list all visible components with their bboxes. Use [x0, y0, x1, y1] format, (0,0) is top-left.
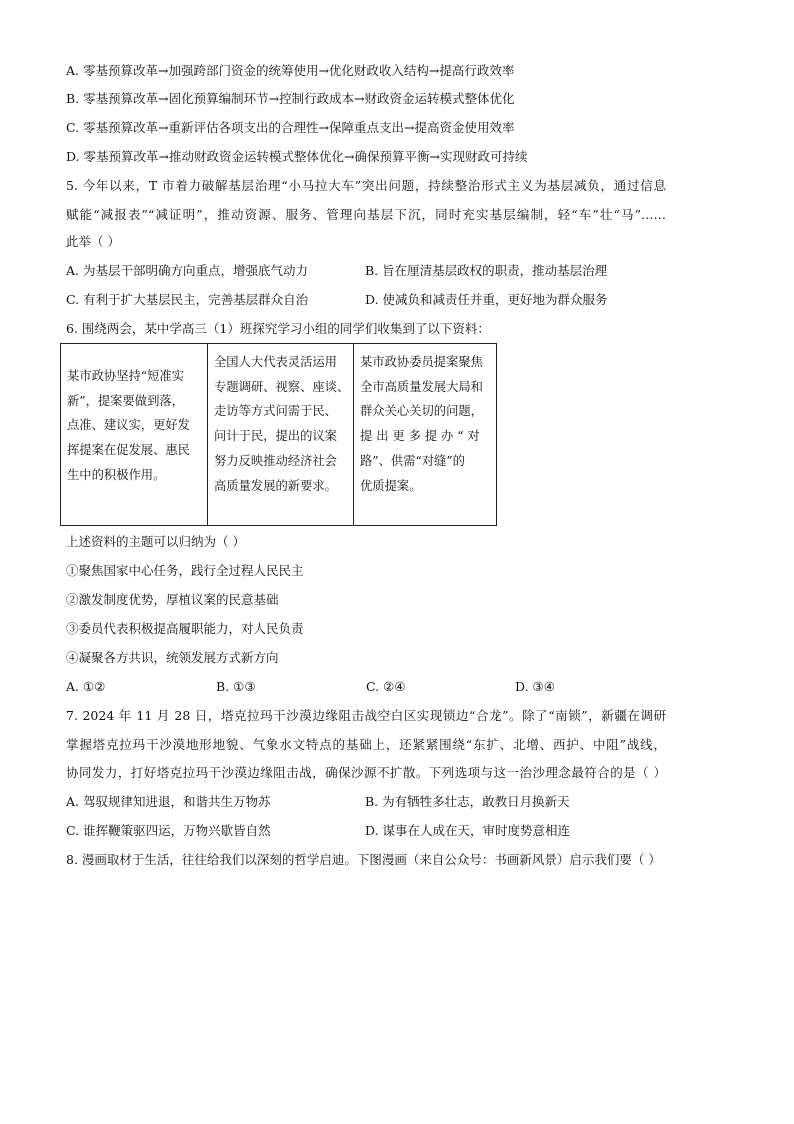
q5-option-a: A. 为基层干部明确方向重点，增强底气动力 — [66, 263, 308, 278]
q6-material-3-line: 全市高质量发展大局和 — [360, 379, 483, 394]
q6-materials-table — [60, 343, 497, 526]
q6-material-2-line: 专题调研、视察、座谈、 — [214, 379, 350, 394]
q5-stem-line2: 赋能“减报表”“减证明”，推动资源、服务、管理向基层下沉，同时充实基层编制，轻“车”壮“马”…… — [66, 207, 666, 222]
q6-option-a: A. ①② — [66, 679, 106, 694]
q5-option-b: B. 旨在厘清基层政权的职责，推动基层治理 — [365, 263, 608, 278]
q7-option-c: C. 谁挥鞭策驱四运，万物兴歇皆自然 — [66, 823, 271, 838]
q6-material-3-line: 群众关心关切的问题， — [360, 404, 483, 419]
q4-option-b: B. 零基预算改革→固化预算编制环节→控制行政成本→财政资金运转模式整体优化 — [66, 91, 515, 106]
q6-option-d: D. ③④ — [515, 679, 555, 694]
q6-material-3-line: 某市政协委员提案聚焦 — [360, 355, 483, 369]
q6-material-1-line: 挥提案在促发展、惠民 — [67, 443, 190, 458]
q6-material-1-line: 点准、建议实，更好发 — [67, 418, 190, 433]
q7-stem-line3: 协同发力，打好塔克拉玛干沙漠边缘阻击战，确保沙源不扩散。下列选项与这一治沙理念最符合的是（ ） — [66, 765, 666, 780]
q5-option-c: C. 有利于扩大基层民主，完善基层群众自治 — [66, 292, 309, 307]
q6-option-c: C. ②④ — [366, 679, 406, 694]
q7-stem-line2: 掌握塔克拉玛干沙漠地形地貌、气象水文特点的基础上，还紧紧围绕“东扩、北增、西护、中阻”战线， — [66, 737, 666, 752]
q6-material-2-line: 努力反映推动经济社会 — [214, 453, 337, 468]
q6-material-1-line: 生中的积极作用。 — [67, 467, 166, 482]
q7-option-b: B. 为有牺牲多壮志，敢教日月换新天 — [365, 794, 570, 809]
q7-option-d: D. 谋事在人成在天，审时度势意相连 — [365, 823, 571, 838]
q6-material-3-line: 路”、供需“对缝”的 — [360, 453, 465, 468]
q6-material-1-line: 新”，提案要做到落， — [67, 393, 184, 408]
q6-statement-1: ①聚焦国家中心任务，践行全过程人民民主 — [66, 563, 304, 578]
q8-stem-line1: 8. 漫画取材于生活，往往给我们以深刻的哲学启迪。下图漫画（来自公众号：书画新风景）启示我们要（ ） — [66, 852, 661, 867]
q6-material-1-line: 某市政协坚持“短准实 — [67, 369, 184, 383]
q6-statement-2: ②激发制度优势，厚植议案的民意基础 — [66, 592, 279, 607]
q5-stem-line1: 5. 今年以来，T 市着力破解基层治理“小马拉大车”突出问题，持续整治形式主义为基层减负，通过信息 — [66, 178, 666, 193]
q6-intro: 6. 围绕两会，某中学高三（1）班探究学习小组的同学们收集到了以下资料： — [66, 321, 490, 336]
q6-statement-4: ④凝聚各方共识，统领发展方式新方向 — [66, 650, 279, 665]
q6-stem: 上述资料的主题可以归纳为（ ） — [66, 534, 245, 549]
q7-option-a: A. 驾驭规律知进退，和谐共生万物苏 — [66, 794, 271, 809]
q4-option-c: C. 零基预算改革→重新评估各项支出的合理性→保障重点支出→提高资金使用效率 — [66, 120, 515, 135]
q6-material-2-line: 走访等方式问需于民、 — [214, 404, 337, 419]
q6-material-2 — [207, 344, 353, 525]
q7-stem-line1: 7. 2024 年 11 月 28 日，塔克拉玛干沙漠边缘阻击战空白区实现锁边“合龙”。除了“南锁”，新疆在调研 — [66, 708, 666, 723]
q6-material-3-line: 优质提案。 — [360, 478, 422, 493]
q5-option-d: D. 使减负和减责任并重，更好地为群众服务 — [365, 292, 608, 307]
q6-material-3 — [353, 344, 496, 525]
q4-option-d: D. 零基预算改革→推动财政资金运转模式整体优化→确保预算平衡→实现财政可持续 — [66, 149, 528, 164]
q4-option-a: A. 零基预算改革→加强跨部门资金的统筹使用→优化财政收入结构→提高行政效率 — [66, 63, 515, 78]
q6-material-3-line: 提 出 更 多 提 办 “ 对 — [360, 429, 480, 444]
q6-statement-3: ③委员代表积极提高履职能力，对人民负责 — [66, 621, 304, 636]
q6-material-2-line: 高质量发展的新要求。 — [214, 478, 337, 493]
q6-material-2-line: 全国人大代表灵活运用 — [214, 355, 337, 369]
q6-material-1 — [61, 344, 207, 525]
q6-material-2-line: 问计于民，提出的议案 — [214, 429, 337, 444]
q6-option-b: B. ①③ — [216, 679, 256, 694]
q5-stem-line3: 此举（ ） — [66, 234, 120, 249]
